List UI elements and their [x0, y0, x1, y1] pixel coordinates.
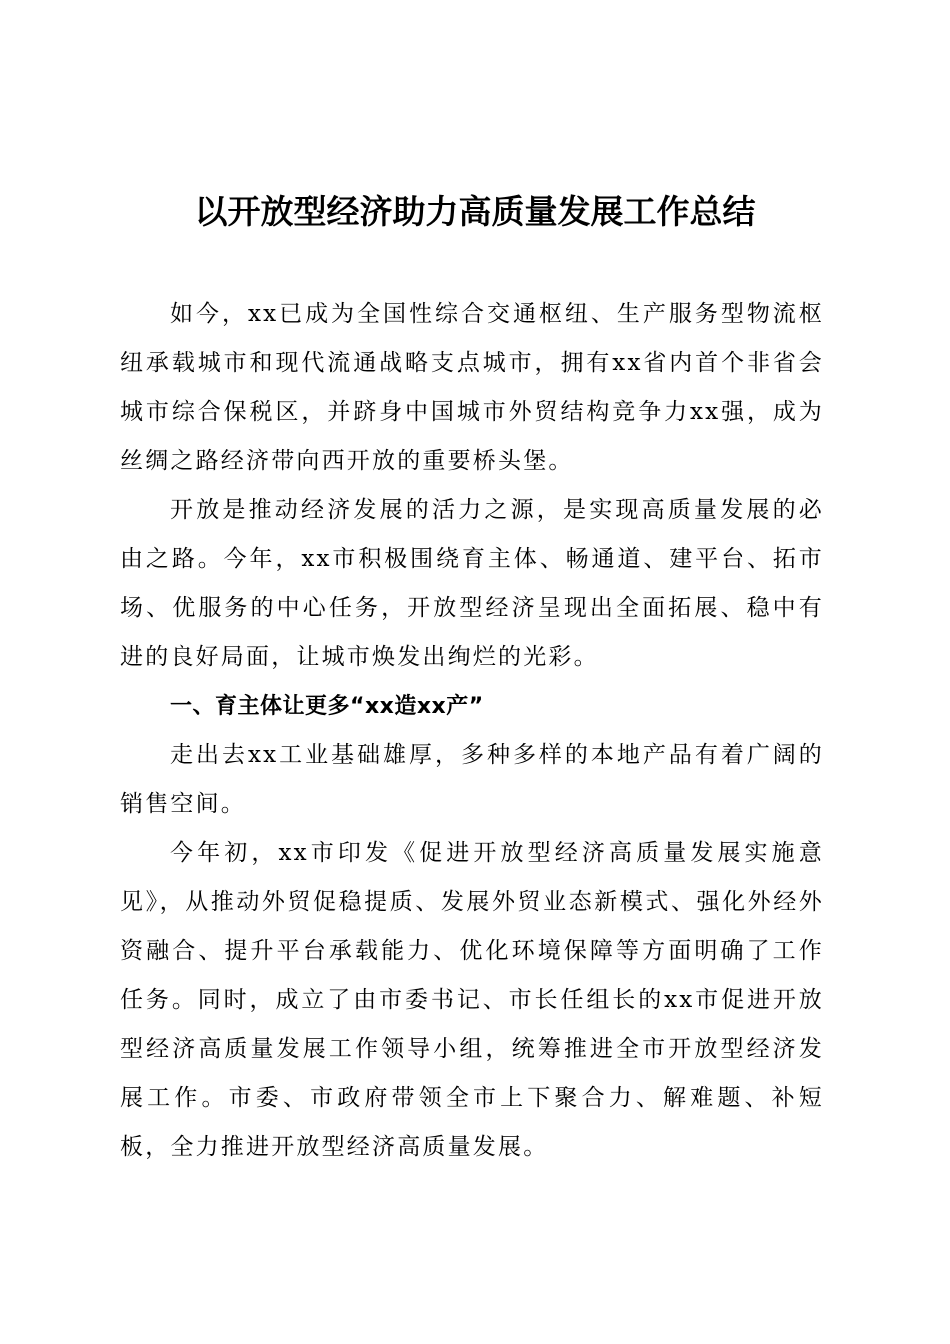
paragraph-intro: 如今，xx已成为全国性综合交通枢纽、生产服务型物流枢纽承载城市和现代流通战略支点城市，拥有xx省内首个非省会城市综合保税区，并跻身中国城市外贸结构竞争力xx强，成为丝绸之路经济带向西开放的重要桥头堡。 [120, 301, 824, 474]
paragraph-openness: 开放是推动经济发展的活力之源，是实现高质量发展的必由之路。今年，xx市积极围绕育主体、畅通道、建平台、拓市场、优服务的中心任务，开放型经济呈现出全面拓展、稳中有进的良好局面，让城市焕发出绚烂的光彩。 [120, 497, 824, 670]
paragraph-going-out: 走出去xx工业基础雄厚，多种多样的本地产品有着广阔的销售空间。 [120, 742, 824, 817]
section-heading-1: 一、育主体让更多“xx造xx产” [170, 694, 484, 719]
paragraph-policy: 今年初，xx市印发《促进开放型经济高质量发展实施意见》，从推动外贸促稳提质、发展外贸业态新模式、强化外经外资融合、提升平台承载能力、优化环境保障等方面明确了工作任务。同时，成立了由市委书记、市长任组长的xx市促进开放型经济高质量发展工作领导小组，统筹推进全市开放型经济发展工作。市委、市政府带领全市上下聚合力、解难题、补短板，全力推进开放型经济高质量发展。 [120, 840, 824, 1160]
document-title: 以开放型经济助力高质量发展工作总结 [194, 192, 756, 231]
document-body [120, 290, 824, 1172]
